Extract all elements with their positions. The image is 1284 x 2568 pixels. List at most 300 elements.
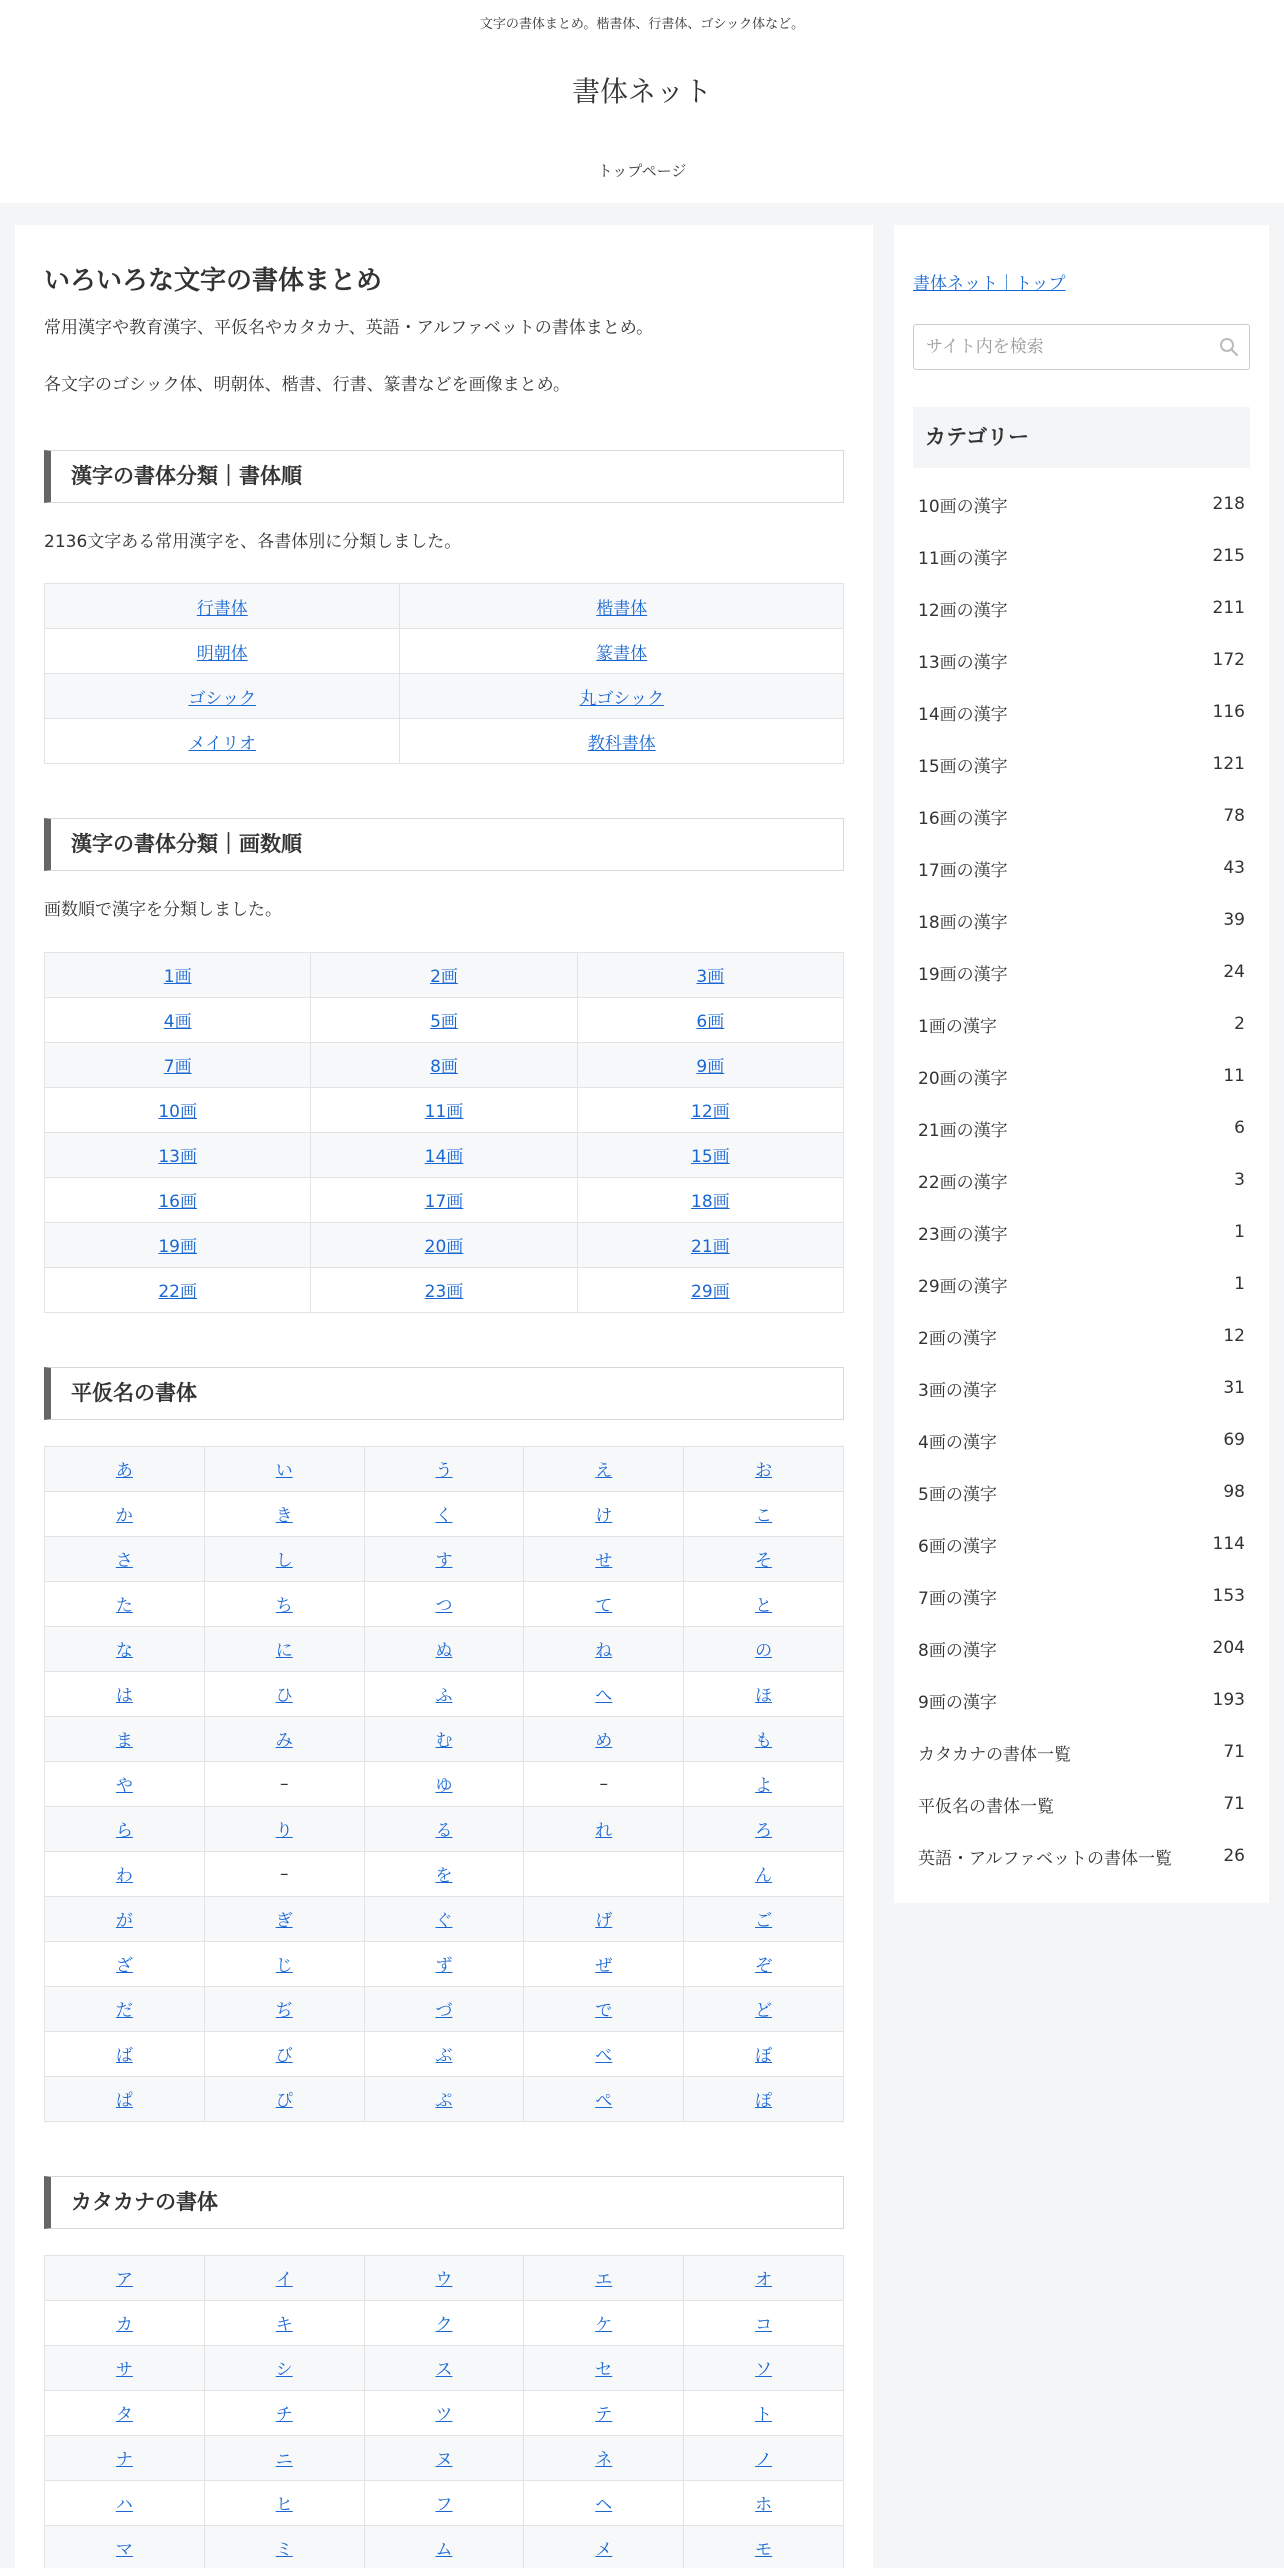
grid-link[interactable]: ヒ [275, 2495, 293, 2516]
table-cell [311, 1132, 577, 1177]
table-cell [45, 1896, 205, 1941]
table-cell [524, 2435, 684, 2480]
grid-link[interactable]: 20画 [424, 1237, 464, 1258]
grid-link[interactable]: フ [435, 2495, 453, 2516]
category-count: 114 [1212, 1534, 1245, 1554]
category-item[interactable] [913, 1674, 1250, 1726]
grid-link[interactable]: ソ [755, 2360, 773, 2381]
global-nav [0, 160, 1284, 181]
table-cell [45, 1671, 205, 1716]
table-row [45, 2255, 844, 2300]
grid-link[interactable]: ぢ [275, 2001, 293, 2022]
grid-link[interactable]: も [755, 1731, 773, 1752]
table-row [45, 1087, 844, 1132]
table-cell [45, 2076, 205, 2121]
category-name: 16画の漢字 [918, 808, 1008, 829]
category-item[interactable] [913, 1726, 1250, 1778]
grid-link[interactable]: た [115, 1596, 133, 1617]
grid-link[interactable]: ト [755, 2405, 773, 2426]
table-cell [364, 2435, 524, 2480]
table-row [45, 2480, 844, 2525]
table-cell [45, 1581, 205, 1626]
grid-link[interactable]: 7画 [163, 1057, 192, 1078]
category-item[interactable] [913, 1102, 1250, 1154]
grid-link[interactable]: マ [115, 2540, 133, 2561]
table-cell [204, 1761, 364, 1806]
grid-link[interactable]: ケ [595, 2315, 613, 2336]
category-item[interactable] [913, 1778, 1250, 1830]
category-count: 71 [1223, 1794, 1245, 1814]
category-item[interactable] [913, 842, 1250, 894]
grid-link[interactable]: 4画 [163, 1012, 192, 1033]
grid-link[interactable]: み [275, 1731, 293, 1752]
grid-link[interactable]: ほ [755, 1686, 773, 1707]
grid-link[interactable]: ヌ [435, 2450, 453, 2471]
table-cell [45, 2480, 205, 2525]
table-cell [45, 2525, 205, 2568]
grid-link[interactable]: 8画 [430, 1057, 458, 1078]
grid-link[interactable]: チ [275, 2405, 293, 2426]
table-cell [364, 1761, 524, 1806]
category-heading: カテゴリー [913, 407, 1250, 468]
table-cell [524, 1851, 684, 1896]
table-cell [577, 1267, 843, 1312]
category-name: 2画の漢字 [918, 1328, 997, 1349]
table-cell [364, 1671, 524, 1716]
grid-link[interactable]: せ [595, 1551, 613, 1572]
grid-link[interactable]: ち [275, 1596, 293, 1617]
table-cell [45, 1761, 205, 1806]
grid-link[interactable]: き [275, 1506, 293, 1527]
sidebar-top-link[interactable]: 書体ネット｜トップ [913, 274, 1066, 294]
table-cell [684, 2480, 844, 2525]
table-cell [311, 1087, 577, 1132]
empty-cell-dash: – [279, 1773, 289, 1794]
category-count: 3 [1234, 1170, 1245, 1190]
grid-link[interactable]: は [115, 1686, 133, 1707]
table-cell [577, 1222, 843, 1267]
grid-link[interactable]: ア [115, 2270, 133, 2291]
table-row [45, 1267, 844, 1312]
grid-link[interactable]: ふ [435, 1686, 453, 1707]
grid-link[interactable]: 29画 [691, 1282, 730, 1303]
category-item[interactable] [913, 1310, 1250, 1362]
search-box [913, 324, 1250, 370]
grid-link[interactable]: エ [595, 2270, 613, 2291]
grid-link[interactable]: 明朝体 [196, 643, 248, 664]
category-item[interactable] [913, 790, 1250, 842]
grid-link[interactable]: ど [755, 2001, 773, 2022]
table-cell [524, 1671, 684, 1716]
table-cell [684, 2255, 844, 2300]
grid-link[interactable]: ひ [275, 1686, 293, 1707]
category-name: 7画の漢字 [918, 1588, 997, 1609]
grid-link[interactable]: ナ [115, 2450, 133, 2471]
table-cell [45, 2031, 205, 2076]
site-tagline: 文字の書体まとめ。楷書体、行書体、ゴシック体など。 [479, 17, 805, 32]
grid-link[interactable]: ス [435, 2360, 453, 2381]
category-name: 23画の漢字 [918, 1224, 1008, 1245]
category-item[interactable] [913, 1050, 1250, 1102]
table-cell [684, 1896, 844, 1941]
category-name: 13画の漢字 [918, 652, 1008, 673]
intro-text-2: 各文字のゴシック体、明朝体、楷書、行書、篆書などを画像まとめ。 [44, 374, 570, 395]
grid-link[interactable]: づ [435, 2001, 453, 2022]
empty-cell-dash: – [279, 1863, 289, 1884]
category-name: 6画の漢字 [918, 1536, 997, 1557]
grid-link[interactable]: ノ [755, 2450, 773, 2471]
table-cell [311, 1222, 577, 1267]
table-cell [577, 952, 843, 997]
grid-link[interactable]: コ [755, 2315, 773, 2336]
table-cell [577, 1177, 843, 1222]
category-item[interactable] [913, 894, 1250, 946]
category-item[interactable] [913, 634, 1250, 686]
category-item[interactable] [913, 1570, 1250, 1622]
search-icon[interactable] [1219, 337, 1239, 357]
grid-link[interactable]: モ [755, 2540, 773, 2561]
table-cell [400, 584, 844, 629]
table-row [45, 1761, 844, 1806]
category-name: 29画の漢字 [918, 1276, 1008, 1297]
table-cell [364, 1536, 524, 1581]
grid-link[interactable]: め [595, 1731, 613, 1752]
table-row [45, 1896, 844, 1941]
grid-link[interactable]: じ [275, 1956, 293, 1977]
grid-link[interactable]: す [435, 1551, 453, 1572]
grid-link[interactable]: シ [275, 2360, 293, 2381]
grid-link[interactable]: び [275, 2046, 293, 2067]
category-count: 6 [1234, 1118, 1245, 1138]
table-cell [364, 2255, 524, 2300]
grid-link[interactable]: サ [115, 2360, 133, 2381]
category-count: 12 [1223, 1326, 1245, 1346]
table-cell [684, 2525, 844, 2568]
table-cell [364, 1941, 524, 1986]
grid-link[interactable]: へ [595, 1686, 613, 1707]
grid-link[interactable]: い [275, 1461, 293, 1482]
style-link-table [44, 583, 844, 764]
katakana-link-table [44, 2255, 844, 2568]
hiragana-link-table [44, 1446, 844, 2122]
table-row [45, 997, 844, 1042]
grid-link[interactable]: 21画 [691, 1237, 730, 1258]
grid-link[interactable]: カ [115, 2315, 133, 2336]
table-row [45, 2390, 844, 2435]
category-item[interactable] [913, 530, 1250, 582]
table-cell [524, 1536, 684, 1581]
grid-link[interactable]: く [435, 1506, 453, 1527]
table-cell [364, 1716, 524, 1761]
category-name: 8画の漢字 [918, 1640, 997, 1661]
search-input[interactable] [914, 325, 1249, 369]
grid-link[interactable]: ネ [595, 2450, 613, 2471]
table-cell [364, 2031, 524, 2076]
table-cell [524, 2076, 684, 2121]
grid-link[interactable]: タ [115, 2405, 133, 2426]
grid-link[interactable]: ろ [755, 1821, 773, 1842]
grid-link[interactable]: ぽ [755, 2091, 773, 2112]
table-row [45, 2435, 844, 2480]
grid-link[interactable]: 10画 [158, 1102, 197, 1123]
table-cell [524, 1896, 684, 1941]
grid-link[interactable]: オ [755, 2270, 773, 2291]
grid-link[interactable]: で [595, 2001, 613, 2022]
table-cell [45, 2255, 205, 2300]
grid-link[interactable]: 11画 [424, 1102, 464, 1123]
grid-link[interactable]: 3画 [696, 967, 725, 988]
grid-link[interactable]: げ [595, 1911, 613, 1932]
table-cell [524, 1806, 684, 1851]
table-row [45, 1806, 844, 1851]
grid-link[interactable]: ニ [275, 2450, 293, 2471]
category-item[interactable] [913, 1518, 1250, 1570]
grid-link[interactable]: ぺ [595, 2091, 613, 2112]
table-cell [204, 1806, 364, 1851]
grid-link[interactable]: る [435, 1821, 453, 1842]
category-count: 69 [1223, 1430, 1245, 1450]
grid-link[interactable]: ツ [435, 2405, 453, 2426]
table-cell [684, 1626, 844, 1671]
grid-link[interactable]: 19画 [158, 1237, 197, 1258]
grid-link[interactable]: え [595, 1461, 613, 1482]
table-cell [45, 2390, 205, 2435]
grid-link[interactable]: メ [595, 2540, 613, 2561]
grid-link[interactable]: ヘ [595, 2495, 613, 2516]
table-cell [45, 1491, 205, 1536]
category-item[interactable] [913, 1206, 1250, 1258]
grid-link[interactable]: 2画 [430, 967, 458, 988]
grid-link[interactable]: ハ [115, 2495, 133, 2516]
grid-link[interactable]: な [115, 1641, 133, 1662]
grid-link[interactable]: 17画 [424, 1192, 464, 1213]
table-cell [400, 674, 844, 719]
grid-link[interactable]: れ [595, 1821, 613, 1842]
table-cell [204, 1626, 364, 1671]
grid-link[interactable]: ぼ [755, 2046, 773, 2067]
table-cell [204, 2525, 364, 2568]
category-item[interactable] [913, 478, 1250, 530]
grid-link[interactable]: セ [595, 2360, 613, 2381]
grid-link[interactable]: を [435, 1866, 453, 1887]
table-cell [684, 1446, 844, 1491]
grid-link[interactable]: ゆ [435, 1776, 453, 1797]
table-cell [45, 952, 311, 997]
grid-link[interactable]: 楷書体 [596, 598, 648, 619]
grid-link[interactable]: 5画 [430, 1012, 458, 1033]
category-count: 116 [1212, 702, 1245, 722]
grid-link[interactable]: け [595, 1506, 613, 1527]
table-cell [524, 1626, 684, 1671]
grid-link[interactable]: 行書体 [196, 598, 248, 619]
category-item[interactable] [913, 1154, 1250, 1206]
table-cell [524, 1986, 684, 2031]
grid-link[interactable]: ご [755, 1911, 773, 1932]
table-row [45, 1132, 844, 1177]
grid-link[interactable]: う [435, 1461, 453, 1482]
grid-link[interactable]: キ [275, 2315, 293, 2336]
category-item[interactable] [913, 946, 1250, 998]
grid-link[interactable]: よ [755, 1776, 773, 1797]
category-name: 5画の漢字 [918, 1484, 997, 1505]
category-item[interactable] [913, 1362, 1250, 1414]
grid-link[interactable]: あ [115, 1461, 133, 1482]
grid-link[interactable]: ず [435, 1956, 453, 1977]
sidebar [894, 225, 1269, 1903]
table-cell [364, 1896, 524, 1941]
grid-link[interactable]: ぞ [755, 1956, 773, 1977]
grid-link[interactable]: イ [275, 2270, 293, 2291]
grid-link[interactable]: 14画 [424, 1147, 464, 1168]
grid-link[interactable]: つ [435, 1596, 453, 1617]
grid-link[interactable]: ま [115, 1731, 133, 1752]
table-row [45, 952, 844, 997]
grid-link[interactable]: ク [435, 2315, 453, 2336]
grid-link[interactable]: べ [595, 2046, 613, 2067]
grid-link[interactable]: こ [755, 1506, 773, 1527]
category-name: 12画の漢字 [918, 600, 1008, 621]
category-item[interactable] [913, 738, 1250, 790]
grid-link[interactable]: 15画 [691, 1147, 730, 1168]
table-cell [524, 2031, 684, 2076]
grid-link[interactable]: ぷ [435, 2091, 453, 2112]
category-item[interactable] [913, 1830, 1250, 1882]
table-row [45, 1851, 844, 1896]
table-cell [364, 1986, 524, 2031]
page-title: いろいろな文字の書体まとめ [44, 266, 383, 296]
table-cell [524, 1761, 684, 1806]
table-cell [524, 2525, 684, 2568]
grid-link[interactable]: 丸ゴシック [579, 688, 665, 709]
category-count: 2 [1234, 1014, 1245, 1034]
grid-link[interactable]: ゴシック [188, 688, 257, 709]
grid-link[interactable]: ら [115, 1821, 133, 1842]
table-cell [311, 997, 577, 1042]
grid-link[interactable]: て [595, 1596, 613, 1617]
category-count: 26 [1223, 1846, 1245, 1866]
category-name: 21画の漢字 [918, 1120, 1008, 1141]
grid-link[interactable]: 1画 [163, 967, 192, 988]
grid-link[interactable]: ぴ [275, 2091, 293, 2112]
category-item[interactable] [913, 1414, 1250, 1466]
category-item[interactable] [913, 1622, 1250, 1674]
table-cell [364, 1581, 524, 1626]
table-cell [364, 1806, 524, 1851]
grid-link[interactable]: ば [115, 2046, 133, 2067]
grid-link[interactable]: り [275, 1821, 293, 1842]
category-count: 215 [1212, 546, 1245, 566]
category-count: 11 [1223, 1066, 1245, 1086]
table-cell [45, 1941, 205, 1986]
grid-link[interactable]: 篆書体 [596, 643, 648, 664]
grid-link[interactable]: お [755, 1461, 773, 1482]
grid-link[interactable]: む [435, 1731, 453, 1752]
grid-link[interactable]: 教科書体 [587, 733, 656, 754]
grid-link[interactable]: 18画 [691, 1192, 730, 1213]
grid-link[interactable]: ホ [755, 2495, 773, 2516]
table-cell [524, 2345, 684, 2390]
table-cell [204, 1986, 364, 2031]
grid-link[interactable]: テ [595, 2405, 613, 2426]
grid-link[interactable]: ね [595, 1641, 613, 1662]
category-item[interactable] [913, 1258, 1250, 1310]
table-cell [684, 2435, 844, 2480]
table-cell [524, 1581, 684, 1626]
grid-link[interactable]: と [755, 1596, 773, 1617]
grid-link[interactable]: だ [115, 2001, 133, 2022]
grid-link[interactable]: か [115, 1506, 133, 1527]
table-cell [45, 1851, 205, 1896]
grid-link[interactable]: ぬ [435, 1641, 453, 1662]
category-item[interactable] [913, 998, 1250, 1050]
section-heading-kanji-by-style: 漢字の書体分類｜書体順 [44, 450, 844, 503]
nav-item-top-page[interactable]: トップページ [597, 162, 687, 180]
grid-link[interactable]: さ [115, 1551, 133, 1572]
grid-link[interactable]: 6画 [696, 1012, 725, 1033]
table-cell [364, 2525, 524, 2568]
grid-link[interactable]: ん [755, 1866, 773, 1887]
table-row [45, 1042, 844, 1087]
grid-link[interactable]: に [275, 1641, 293, 1662]
grid-link[interactable]: の [755, 1641, 773, 1662]
category-count: 24 [1223, 962, 1245, 982]
grid-link[interactable]: 23画 [424, 1282, 464, 1303]
table-cell [400, 629, 844, 674]
grid-link[interactable]: 16画 [158, 1192, 197, 1213]
table-cell [684, 1941, 844, 1986]
table-row [45, 1716, 844, 1761]
table-row [45, 629, 844, 674]
grid-link[interactable]: ム [435, 2540, 453, 2561]
grid-link[interactable]: ぐ [435, 1911, 453, 1932]
table-row [45, 674, 844, 719]
grid-link[interactable]: や [115, 1776, 133, 1797]
category-item[interactable] [913, 1466, 1250, 1518]
table-cell [524, 1446, 684, 1491]
table-row [45, 1941, 844, 1986]
table-row [45, 1581, 844, 1626]
grid-link[interactable]: し [275, 1551, 293, 1572]
grid-link[interactable]: わ [115, 1866, 133, 1887]
grid-link[interactable]: ぎ [275, 1911, 293, 1932]
category-count: 204 [1212, 1638, 1245, 1658]
table-cell [45, 584, 400, 629]
grid-link[interactable]: ウ [435, 2270, 453, 2291]
section-desc-kanji-by-stroke: 画数順で漢字を分類しました。 [44, 900, 282, 921]
grid-link[interactable]: 12画 [691, 1102, 730, 1123]
grid-link[interactable]: ぱ [115, 2091, 133, 2112]
grid-link[interactable]: ミ [275, 2540, 293, 2561]
category-item[interactable] [913, 582, 1250, 634]
grid-link[interactable]: が [115, 1911, 133, 1932]
table-cell [45, 1536, 205, 1581]
site-title-link[interactable]: 書体ネット [571, 75, 712, 108]
grid-link[interactable]: 13画 [158, 1147, 197, 1168]
category-count: 39 [1223, 910, 1245, 930]
grid-link[interactable]: 22画 [158, 1282, 197, 1303]
table-cell [45, 1446, 205, 1491]
grid-link[interactable]: メイリオ [188, 733, 256, 754]
table-cell [45, 674, 400, 719]
category-item[interactable] [913, 686, 1250, 738]
grid-link[interactable]: そ [755, 1551, 773, 1572]
grid-link[interactable]: ぶ [435, 2046, 453, 2067]
table-cell [577, 1042, 843, 1087]
grid-link[interactable]: 9画 [696, 1057, 725, 1078]
grid-link[interactable]: ぜ [595, 1956, 613, 1977]
table-cell [204, 1851, 364, 1896]
grid-link[interactable]: ざ [115, 1956, 133, 1977]
